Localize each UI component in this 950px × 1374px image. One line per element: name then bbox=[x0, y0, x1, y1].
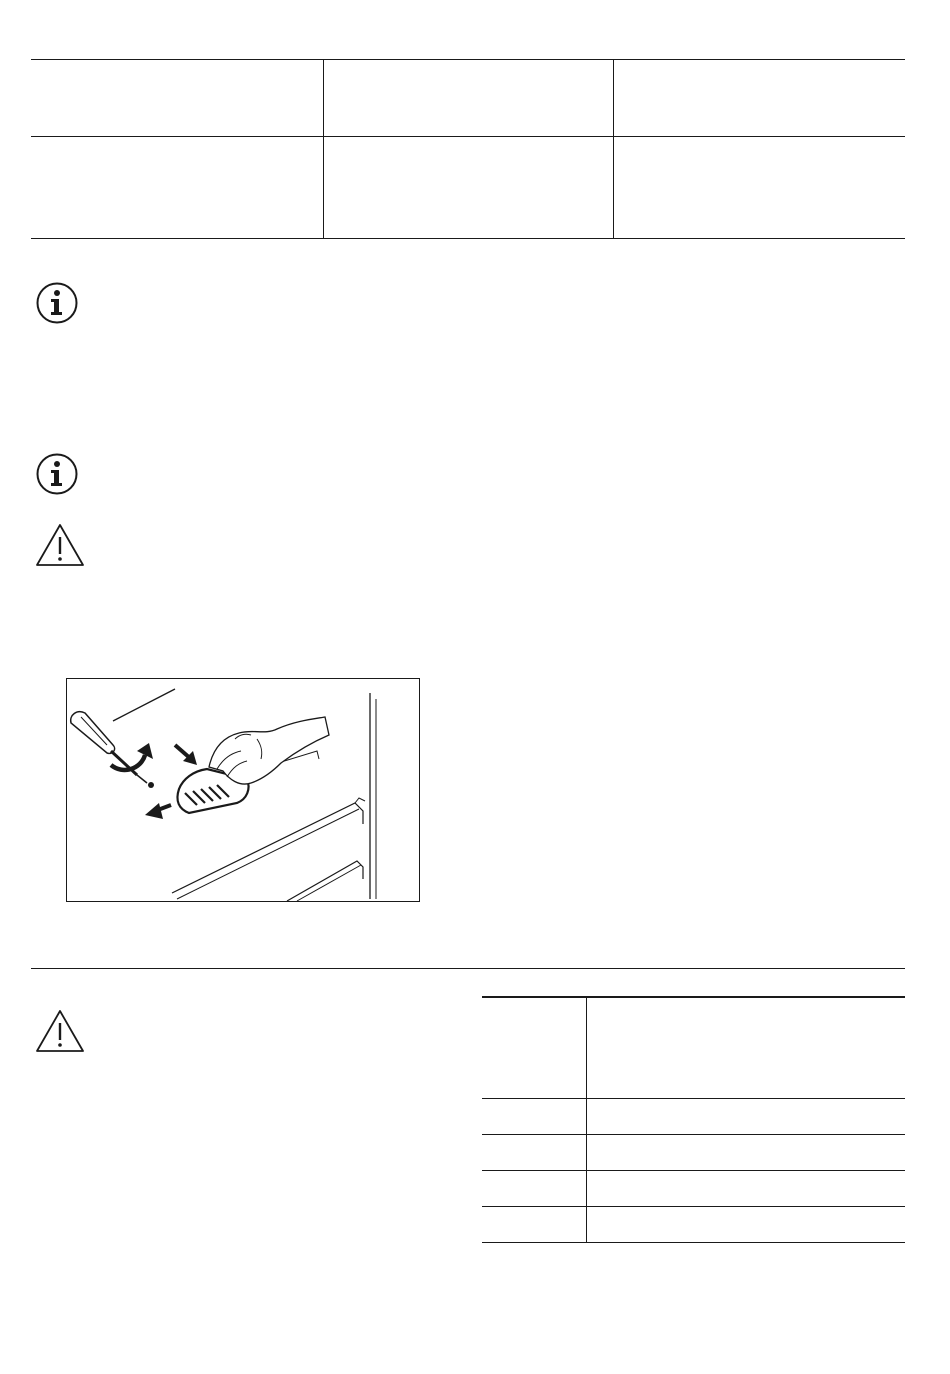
table-bottom-rule bbox=[31, 238, 905, 239]
table-bottom-rule bbox=[482, 1242, 905, 1243]
table-header-cell bbox=[324, 60, 613, 136]
table-header-cell bbox=[482, 998, 586, 1098]
table-header-cell bbox=[587, 998, 905, 1098]
table-cell bbox=[31, 137, 323, 238]
table-cell bbox=[482, 1207, 586, 1242]
table-cell bbox=[587, 1099, 905, 1134]
fan-cover-removal-figure bbox=[66, 678, 420, 902]
table-cell bbox=[587, 1171, 905, 1206]
info-icon bbox=[35, 281, 79, 325]
table-header-cell bbox=[614, 60, 905, 136]
table-cell bbox=[614, 137, 905, 238]
table-header-cell bbox=[31, 60, 323, 136]
table-cell bbox=[482, 1099, 586, 1134]
table-cell bbox=[482, 1135, 586, 1170]
warning-icon bbox=[35, 523, 85, 567]
warning-icon bbox=[35, 1009, 85, 1053]
table-cell bbox=[587, 1135, 905, 1170]
table-cell bbox=[587, 1207, 905, 1242]
table-cell bbox=[324, 137, 613, 238]
info-icon bbox=[35, 452, 79, 496]
section-divider bbox=[31, 968, 905, 969]
table-cell bbox=[482, 1171, 586, 1206]
screwdriver-illustration-icon bbox=[67, 679, 421, 903]
